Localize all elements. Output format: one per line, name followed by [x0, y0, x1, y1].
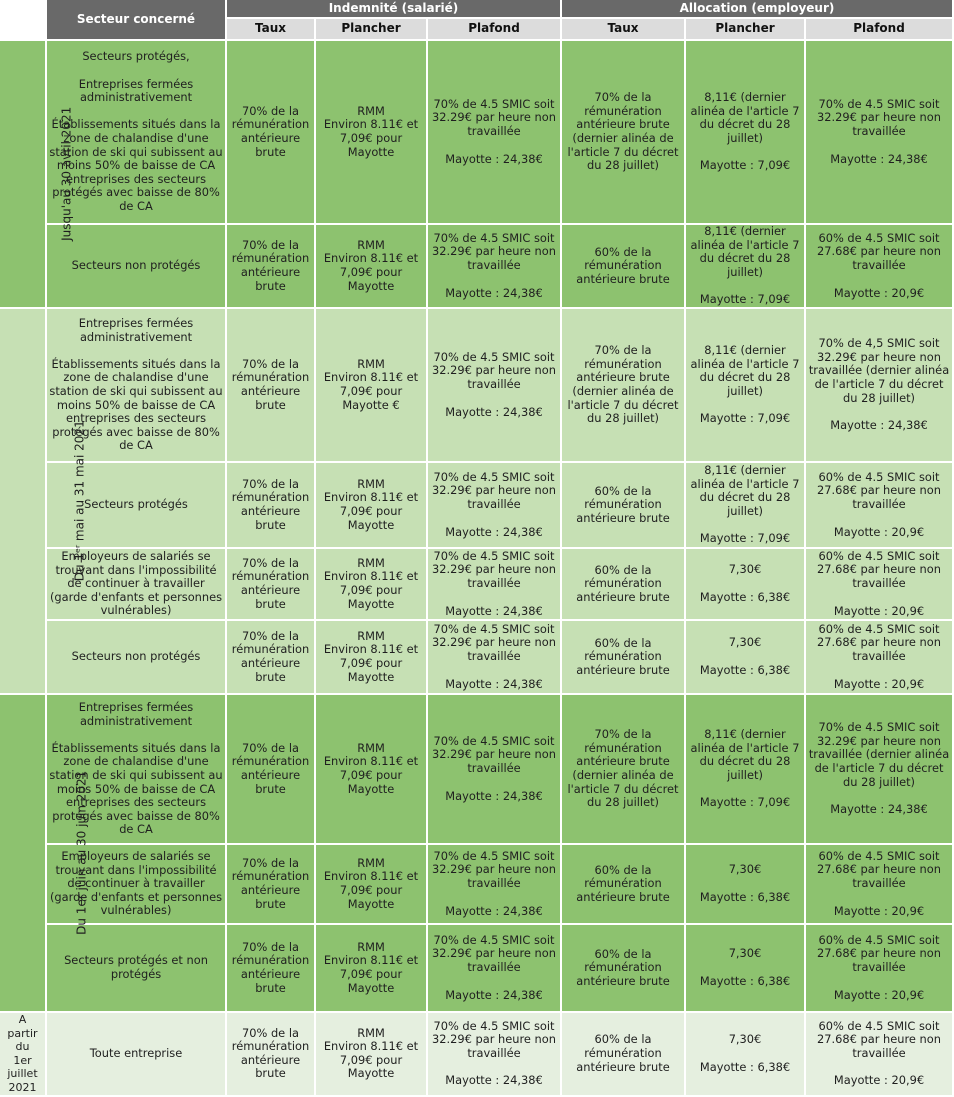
indemnite-plafond-cell-mayotte: Mayotte : 24,38€: [445, 788, 543, 803]
allocation-plancher-cell-main: 7,30€: [728, 862, 762, 877]
allocation-plancher-cell-wrap: [687, 344, 803, 426]
allocation-plafond-cell-mayotte: Mayotte : 20,9€: [833, 1073, 925, 1088]
allocation-plafond-cell-wrap: [807, 934, 951, 1002]
indemnite-plancher-cell: [316, 695, 426, 843]
indemnite-plafond-cell-wrap: [429, 351, 559, 419]
allocation-taux-cell-text: 70% de la rémunération antérieure brute (dernier alinéa de l'article 7 du décret du 28 juillet): [567, 727, 679, 810]
sector-cell-text: Toute entreprise: [89, 1045, 183, 1060]
sector-cell-text: Secteurs protégés, Entreprises fermées administrativement Établissements situés dans la zone de chalandise d'une station de ski qui subissent au moins 50% de baisse de CA entreprises des secteurs protégés avec baisse de 80% de CA: [49, 49, 223, 213]
table-row: [0, 41, 952, 223]
indemnite-plafond-cell-mayotte: Mayotte : 24,38€: [445, 524, 543, 539]
indemnite-plafond-cell-wrap: [429, 550, 559, 618]
indemnite-taux-cell-text: 70% de la rémunération antérieure brute: [231, 103, 310, 159]
allocation-plancher-cell-wrap: [687, 636, 803, 677]
allocation-plancher-cell-wrap: [687, 91, 803, 173]
indemnite-taux-cell-text: 70% de la rémunération antérieure brute: [231, 555, 310, 611]
indemnite-plancher-cell-text: RMM Environ 8.11€ et 7,09€ pour Mayotte: [323, 103, 419, 159]
allocation-plancher-cell-mayotte: Mayotte : 7,09€: [699, 292, 791, 307]
allocation-plancher-cell-mayotte: Mayotte : 6,38€: [699, 889, 791, 904]
allocation-plafond-cell-wrap: [807, 721, 951, 817]
allocation-plafond-cell-main: 70% de 4.5 SMIC soit 32.29€ par heure non travaillée: [817, 96, 941, 138]
allocation-plancher-cell-mayotte: Mayotte : 6,38€: [699, 973, 791, 988]
indemnite-plancher-cell: [316, 41, 426, 223]
allocation-plafond-cell: [806, 695, 952, 843]
period-label-text: Jusqu'au 30 avril 2021: [59, 106, 74, 242]
header-allocation: Allocation (employeur): [562, 0, 952, 17]
indemnite-taux-cell: [227, 41, 314, 223]
allocation-plancher-cell-mayotte: Mayotte : 7,09€: [699, 158, 791, 173]
table-row: [0, 309, 952, 461]
allocation-plafond-cell-main: 60% de 4.5 SMIC soit 27.68€ par heure non travaillée: [817, 469, 941, 511]
allocation-plancher-cell-wrap: [687, 1033, 803, 1074]
indemnite-plafond-cell-wrap: [429, 1020, 559, 1088]
allocation-plancher-cell-main: 7,30€: [728, 635, 762, 650]
sector-cell-text: Secteurs non protégés: [71, 649, 201, 664]
indemnite-plafond-cell-mayotte: Mayotte : 24,38€: [445, 285, 543, 300]
indemnite-plafond-cell-main: 70% de 4.5 SMIC soit 32.29€ par heure non travaillée: [432, 96, 556, 138]
indemnite-plancher-cell: [316, 309, 426, 461]
allocation-plafond-cell-main: 60% de 4.5 SMIC soit 27.68€ par heure non travaillée: [817, 548, 941, 590]
period-label: [0, 695, 89, 1011]
allocation-plafond-cell-wrap: [807, 232, 951, 300]
allocation-plafond-cell-wrap: [807, 98, 951, 166]
indemnite-plafond-cell-mayotte: Mayotte : 24,38€: [445, 151, 543, 166]
allocation-taux-cell: [562, 225, 684, 307]
sector-cell-text: Secteurs protégés et non protégés: [64, 953, 208, 981]
allocation-plafond-cell: [806, 463, 952, 547]
indemnite-taux-cell: [227, 225, 314, 307]
allocation-plancher-cell-main: 7,30€: [728, 1032, 762, 1047]
indemnite-plafond-cell-mayotte: Mayotte : 24,38€: [445, 603, 543, 618]
indemnite-plafond-cell: [428, 225, 560, 307]
indemnite-plafond-cell-wrap: [429, 623, 559, 691]
indemnite-taux-cell-text: 70% de la rémunération antérieure brute: [231, 855, 310, 911]
allocation-taux-cell-text: 70% de la rémunération antérieure brute (dernier alinéa de l'article 7 du décret du 28 juillet): [567, 343, 679, 426]
indemnite-plancher-cell: [316, 463, 426, 547]
allocation-plafond-cell: [806, 225, 952, 307]
indemnite-plancher-cell-text: RMM Environ 8.11€ et 7,09€ pour Mayotte: [323, 1025, 419, 1081]
allocation-plancher-cell-mayotte: Mayotte : 6,38€: [699, 589, 791, 604]
sector-cell: [47, 1013, 225, 1095]
table-row: [0, 463, 952, 547]
allocation-plancher-cell-main: 8,11€ (dernier alinéa de l'article 7 du décret du 28 juillet): [690, 224, 800, 279]
header-plancher-allocation: Plancher: [686, 19, 804, 39]
allocation-plafond-cell: [806, 41, 952, 223]
indemnite-plafond-cell-main: 70% de 4.5 SMIC soit 32.29€ par heure non travaillée: [432, 349, 556, 391]
indemnite-taux-cell-text: 70% de la rémunération antérieure brute: [231, 476, 310, 532]
table-row: [0, 1013, 952, 1095]
indemnite-plafond-cell-main: 70% de 4.5 SMIC soit 32.29€ par heure non travaillée: [432, 230, 556, 272]
sector-cell-text: Employeurs de salariés se trouvant dans l'impossibilité de continuer à travailler (garde d'enfants et personnes vulnérables): [49, 848, 223, 918]
allocation-taux-cell-text: 60% de la rémunération antérieure brute: [576, 946, 670, 988]
indemnite-taux-cell-text: 70% de la rémunération antérieure brute: [231, 237, 310, 293]
period-label: [0, 309, 87, 693]
allocation-plancher-cell-wrap: [687, 863, 803, 904]
indemnite-taux-cell-text: 70% de la rémunération antérieure brute: [231, 740, 310, 796]
allocation-taux-cell-text: 70% de la rémunération antérieure brute (dernier alinéa de l'article 7 du décret du 28 juillet): [567, 90, 679, 173]
indemnite-plafond-cell-mayotte: Mayotte : 24,38€: [445, 404, 543, 419]
allocation-taux-cell: [562, 309, 684, 461]
allocation-plancher-cell: [686, 463, 804, 547]
table-row: [0, 621, 952, 693]
indemnite-plafond-cell-wrap: [429, 735, 559, 803]
indemnite-plafond-cell-wrap: [429, 850, 559, 918]
allocation-plancher-cell: [686, 845, 804, 923]
table-row: [0, 549, 952, 619]
sector-cell-text: Entreprises fermées administrativement Établissements situés dans la zone de chalandise d'une station de ski qui subissent au moins 50% de baisse de CA entreprises des secteurs protégés avec baisse de 80% de CA: [49, 700, 223, 837]
allocation-plafond-cell-mayotte: Mayotte : 20,9€: [833, 285, 925, 300]
sector-cell-text: Entreprises fermées administrativement Établissements situés dans la zone de chalandise d'une station de ski qui subissent au moins 50% de baisse de CA entreprises des secteurs protégés avec baisse de 80% de CA: [49, 316, 223, 453]
indemnite-plafond-cell-wrap: [429, 232, 559, 300]
allocation-plafond-cell-main: 70% de 4.5 SMIC soit 32.29€ par heure non travaillée (dernier alinéa de l'article 7 du décret du 28 juillet): [808, 720, 950, 789]
allocation-plancher-cell-mayotte: Mayotte : 7,09€: [699, 531, 791, 546]
allocation-plafond-cell: [806, 621, 952, 693]
allocation-plancher-cell-main: 8,11€ (dernier alinéa de l'article 7 du décret du 28 juillet): [690, 342, 800, 398]
header-plafond: Plafond: [428, 19, 560, 39]
indemnite-plafond-cell: [428, 621, 560, 693]
indemnite-plafond-cell: [428, 309, 560, 461]
indemnite-plafond-cell-mayotte: Mayotte : 24,38€: [445, 1073, 543, 1088]
indemnite-plafond-cell: [428, 1013, 560, 1095]
indemnite-plafond-cell-main: 70% de 4.5 SMIC soit 32.29€ par heure non travaillée: [432, 1018, 556, 1060]
indemnite-plancher-cell-text: RMM Environ 8.11€ et 7,09€ pour Mayotte: [323, 740, 419, 796]
period-label-text: A partir du 1er juillet 2021: [7, 1012, 38, 1094]
indemnite-taux-cell-text: 70% de la rémunération antérieure brute: [231, 1025, 310, 1081]
header-plafond-allocation: Plafond: [806, 19, 952, 39]
indemnite-taux-cell: [227, 309, 314, 461]
allocation-taux-cell-text: 60% de la rémunération antérieure brute: [576, 635, 670, 677]
allocation-plancher-cell-main: 8,11€ (dernier alinéa de l'article 7 du décret du 28 juillet): [690, 462, 800, 518]
indemnite-plancher-cell-text: RMM Environ 8.11€ et 7,09€ pour Mayotte: [323, 628, 419, 684]
header-taux: Taux: [227, 19, 314, 39]
allocation-taux-cell: [562, 621, 684, 693]
sector-cell: [47, 621, 225, 693]
allocation-plafond-cell: [806, 309, 952, 461]
allocation-plafond-cell-main: 60% de 4.5 SMIC soit 27.68€ par heure non travaillée: [817, 848, 941, 890]
allocation-plafond-cell-mayotte: Mayotte : 24,38€: [830, 802, 928, 817]
indemnite-taux-cell-text: 70% de la rémunération antérieure brute: [231, 356, 310, 412]
indemnite-plancher-cell: [316, 225, 426, 307]
indemnite-taux-cell: [227, 925, 314, 1011]
allocation-plafond-cell-mayotte: Mayotte : 20,9€: [833, 676, 925, 691]
indemnite-plafond-cell: [428, 41, 560, 223]
allocation-taux-cell-text: 60% de la rémunération antérieure brute: [576, 862, 670, 904]
indemnite-plafond-cell-main: 70% de 4.5 SMIC soit 32.29€ par heure non travaillée: [432, 848, 556, 890]
table-row: [0, 845, 952, 923]
indemnite-plafond-cell-mayotte: Mayotte : 24,38€: [445, 987, 543, 1002]
table-row: [0, 225, 952, 307]
allocation-plafond-cell-mayotte: Mayotte : 20,9€: [833, 603, 925, 618]
allocation-plancher-cell-wrap: [687, 563, 803, 604]
indemnite-taux-cell-text: 70% de la rémunération antérieure brute: [231, 628, 310, 684]
allocation-plancher-cell-main: 8,11€ (dernier alinéa de l'article 7 du décret du 28 juillet): [690, 726, 800, 782]
allocation-plafond-cell-main: 70% de 4,5 SMIC soit 32.29€ par heure non travaillée (dernier alinéa de l'article 7 du décret du 28 juillet): [808, 336, 950, 405]
period-label: [0, 1013, 45, 1095]
header-corner: [0, 0, 45, 17]
indemnite-plancher-cell-text: RMM Environ 8.11€ et 7,09€ pour Mayotte: [323, 237, 419, 293]
allocation-plafond-cell: [806, 1013, 952, 1095]
allocation-plafond-cell: [806, 925, 952, 1011]
indemnite-plancher-cell: [316, 621, 426, 693]
indemnite-plafond-cell-main: 70% de 4.5 SMIC soit 32.29€ par heure non travaillée: [432, 932, 556, 974]
indemnite-plafond-cell: [428, 463, 560, 547]
allocation-taux-cell: [562, 463, 684, 547]
allocation-plancher-cell-wrap: [687, 225, 803, 307]
allocation-plancher-cell-wrap: [687, 464, 803, 546]
allocation-plancher-cell: [686, 621, 804, 693]
allocation-taux-cell-text: 60% de la rémunération antérieure brute: [576, 244, 670, 286]
indemnite-plafond-cell-main: 70% de 4.5 SMIC soit 32.29€ par heure non travaillée: [432, 733, 556, 775]
allocation-plancher-cell-wrap: [687, 728, 803, 810]
indemnite-taux-cell: [227, 845, 314, 923]
indemnite-plancher-cell-text: RMM Environ 8.11€ et 7,09€ pour Mayotte €: [323, 356, 419, 412]
indemnite-plafond-cell: [428, 695, 560, 843]
allocation-plancher-cell: [686, 225, 804, 307]
allocation-plancher-cell: [686, 309, 804, 461]
indemnite-plafond-cell-mayotte: Mayotte : 24,38€: [445, 676, 543, 691]
allocation-plancher-cell: [686, 925, 804, 1011]
indemnite-plafond-cell-wrap: [429, 934, 559, 1002]
indemnite-taux-cell: [227, 463, 314, 547]
indemnite-plancher-cell-text: RMM Environ 8.11€ et 7,09€ pour Mayotte: [323, 939, 419, 995]
allocation-taux-cell: [562, 549, 684, 619]
indemnite-plafond-cell-wrap: [429, 471, 559, 539]
indemnite-taux-cell-text: 70% de la rémunération antérieure brute: [231, 939, 310, 995]
indemnite-plancher-cell-text: RMM Environ 8.11€ et 7,09€ pour Mayotte: [323, 555, 419, 611]
header-taux-allocation: Taux: [562, 19, 684, 39]
allocation-plancher-cell-main: 7,30€: [728, 562, 762, 577]
table-row: [0, 925, 952, 1011]
indemnite-plafond-cell-main: 70% de 4.5 SMIC soit 32.29€ par heure non travaillée: [432, 469, 556, 511]
indemnite-taux-cell: [227, 695, 314, 843]
allocation-plafond-cell-main: 60% de 4.5 SMIC soit 27.68€ par heure non travaillée: [817, 621, 941, 663]
header-row-top: [0, 0, 952, 17]
allocation-plafond-cell-mayotte: Mayotte : 24,38€: [830, 151, 928, 166]
indemnite-taux-cell: [227, 549, 314, 619]
indemnite-plafond-cell: [428, 925, 560, 1011]
allocation-plancher-cell-mayotte: Mayotte : 7,09€: [699, 795, 791, 810]
allocation-plancher-cell: [686, 1013, 804, 1095]
indemnite-plafond-cell-main: 70% de 4.5 SMIC soit 32.29€ par heure non travaillée: [432, 621, 556, 663]
indemnite-plancher-cell-text: RMM Environ 8.11€ et 7,09€ pour Mayotte: [323, 855, 419, 911]
allocation-taux-cell: [562, 925, 684, 1011]
header-sector: Secteur concerné: [47, 0, 225, 39]
allocation-plafond-cell-main: 60% de 4.5 SMIC soit 27.68€ par heure non travaillée: [817, 1018, 941, 1060]
indemnite-plafond-cell: [428, 845, 560, 923]
allocation-plafond-cell-wrap: [807, 337, 951, 433]
allocation-plafond-cell: [806, 549, 952, 619]
indemnite-plafond-cell: [428, 549, 560, 619]
period-label-text: Du 1er juin au 30 juin 2021: [74, 770, 89, 936]
allocation-plafond-cell-mayotte: Mayotte : 24,38€: [830, 418, 928, 433]
period-label-text: Du 1ᵉʳ mai au 31 mai 2021: [72, 420, 87, 582]
allocation-plancher-cell: [686, 695, 804, 843]
allocation-taux-cell: [562, 41, 684, 223]
indemnite-taux-cell: [227, 1013, 314, 1095]
allocation-plancher-cell-mayotte: Mayotte : 6,38€: [699, 1059, 791, 1074]
allocation-taux-cell-text: 60% de la rémunération antérieure brute: [576, 483, 670, 525]
allocation-plafond-cell-wrap: [807, 623, 951, 691]
sector-cell-text: Secteurs protégés: [84, 497, 188, 512]
allocation-plafond-cell-main: 60% de 4.5 SMIC soit 27.68€ par heure non travaillée: [817, 230, 941, 272]
indemnite-plancher-cell: [316, 1013, 426, 1095]
indemnite-taux-cell: [227, 621, 314, 693]
allocation-plafond-cell-main: 60% de 4.5 SMIC soit 27.68€ par heure non travaillée: [817, 932, 941, 974]
indemnite-plafond-cell-mayotte: Mayotte : 24,38€: [445, 903, 543, 918]
allocation-plafond-cell-mayotte: Mayotte : 20,9€: [833, 987, 925, 1002]
sector-cell-text: Secteurs non protégés: [71, 258, 201, 273]
allocation-plancher-cell-main: 8,11€ (dernier alinéa de l'article 7 du décret du 28 juillet): [690, 90, 800, 145]
header-indemnite: Indemnité (salarié): [227, 0, 560, 17]
allocation-plafond-cell-wrap: [807, 471, 951, 539]
allocation-plafond-cell-wrap: [807, 1020, 951, 1088]
allocation-taux-cell-text: 60% de la rémunération antérieure brute: [576, 562, 670, 604]
allocation-taux-cell: [562, 845, 684, 923]
indemnite-plancher-cell: [316, 925, 426, 1011]
allocation-taux-cell-text: 60% de la rémunération antérieure brute: [576, 1032, 670, 1074]
period-label: [0, 41, 74, 307]
allocation-plafond-cell-mayotte: Mayotte : 20,9€: [833, 903, 925, 918]
allocation-plancher-cell-main: 7,30€: [728, 946, 762, 961]
sector-cell: [47, 925, 225, 1011]
allocation-plafond-cell-wrap: [807, 550, 951, 618]
table-row: [0, 695, 952, 843]
indemnite-plancher-cell: [316, 549, 426, 619]
sector-cell-text: Employeurs de salariés se trouvant dans l'impossibilité de continuer à travailler (garde d'enfants et personnes vulnérables): [49, 548, 223, 618]
allocation-plafond-cell-wrap: [807, 850, 951, 918]
indemnite-plafond-cell-wrap: [429, 98, 559, 166]
allocation-plancher-cell-mayotte: Mayotte : 6,38€: [699, 662, 791, 677]
allocation-plafond-cell: [806, 845, 952, 923]
allocation-plancher-cell: [686, 549, 804, 619]
header-plancher: Plancher: [316, 19, 426, 39]
allocation-plancher-cell-mayotte: Mayotte : 7,09€: [699, 411, 791, 426]
indemnite-plancher-cell-text: RMM Environ 8.11€ et 7,09€ pour Mayotte: [323, 476, 419, 532]
indemnite-plafond-cell-main: 70% de 4.5 SMIC soit 32.29€ par heure non travaillée: [432, 548, 556, 590]
allocation-taux-cell: [562, 695, 684, 843]
allocation-plancher-cell-wrap: [687, 947, 803, 988]
allocation-plafond-cell-mayotte: Mayotte : 20,9€: [833, 524, 925, 539]
allocation-plancher-cell: [686, 41, 804, 223]
header-corner-2: [0, 19, 45, 39]
allocation-taux-cell: [562, 1013, 684, 1095]
indemnite-plancher-cell: [316, 845, 426, 923]
